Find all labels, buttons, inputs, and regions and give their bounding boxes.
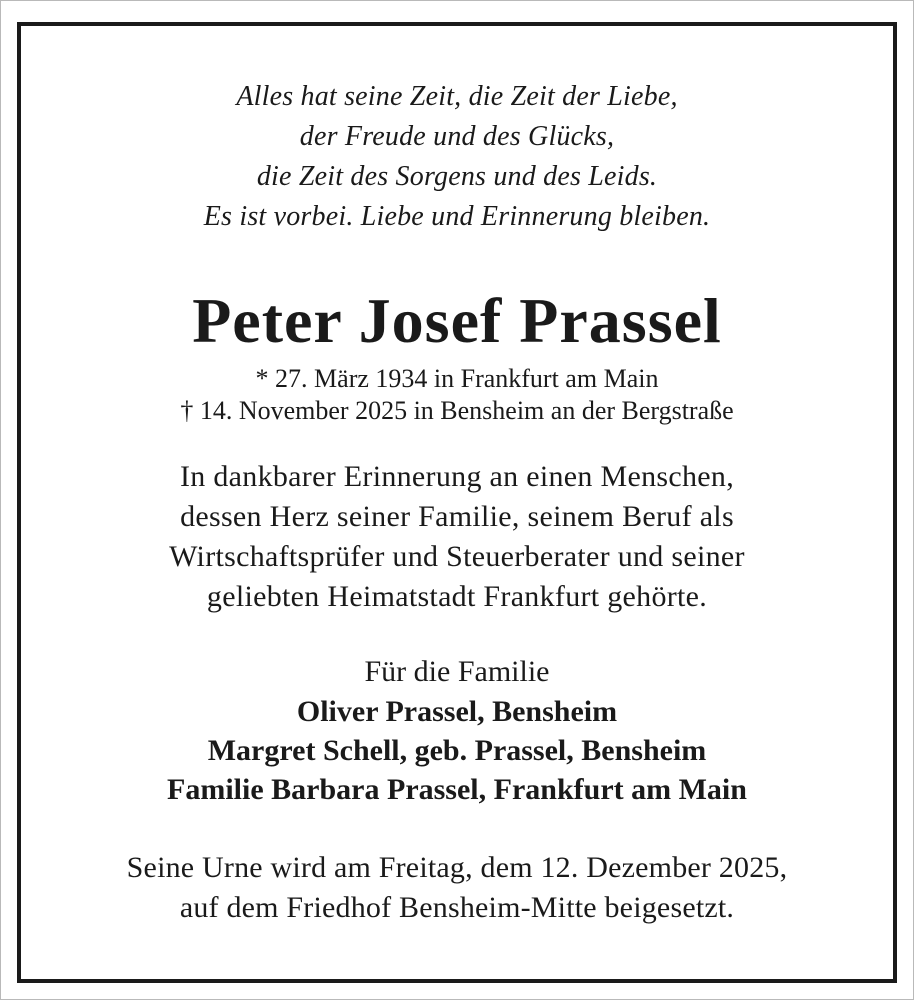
life-dates bbox=[21, 363, 893, 427]
burial-line: Seine Urne wird am Freitag, dem 12. Dezember 2025, bbox=[126, 851, 788, 884]
burial-notice bbox=[21, 848, 893, 928]
tribute-line: dessen Herz seiner Familie, seinem Beruf als bbox=[180, 500, 734, 533]
motto-line: Alles hat seine Zeit, die Zeit der Liebe, bbox=[236, 81, 678, 112]
birth-date: * 27. März 1934 in Frankfurt am Main bbox=[255, 364, 659, 393]
tribute-line: Wirtschaftsprüfer und Steuerberater und seiner bbox=[169, 540, 745, 573]
motto-line: Es ist vorbei. Liebe und Erinnerung bleiben. bbox=[203, 201, 711, 232]
motto-line: die Zeit des Sorgens und des Leids. bbox=[256, 161, 658, 192]
death-date: † 14. November 2025 in Bensheim an der Bergstraße bbox=[180, 396, 734, 425]
obituary-notice bbox=[21, 26, 893, 928]
tribute-text bbox=[21, 457, 893, 617]
tribute-line: In dankbarer Erinnerung an einen Menschen, bbox=[179, 460, 735, 493]
family-member: Oliver Prassel, Bensheim bbox=[296, 695, 618, 728]
motto-verse bbox=[21, 26, 893, 237]
tribute-line: geliebten Heimatstadt Frankfurt gehörte. bbox=[206, 580, 708, 613]
family-member: Familie Barbara Prassel, Frankfurt am Main bbox=[167, 773, 747, 806]
family-intro: Für die Familie bbox=[364, 655, 550, 688]
burial-line: auf dem Friedhof Bensheim-Mitte beigesetzt. bbox=[179, 891, 735, 924]
motto-line: der Freude und des Glücks, bbox=[299, 121, 615, 152]
family-members bbox=[21, 692, 893, 809]
deceased-name: Peter Josef Prassel bbox=[192, 285, 722, 356]
family-member: Margret Schell, geb. Prassel, Bensheim bbox=[207, 734, 707, 767]
